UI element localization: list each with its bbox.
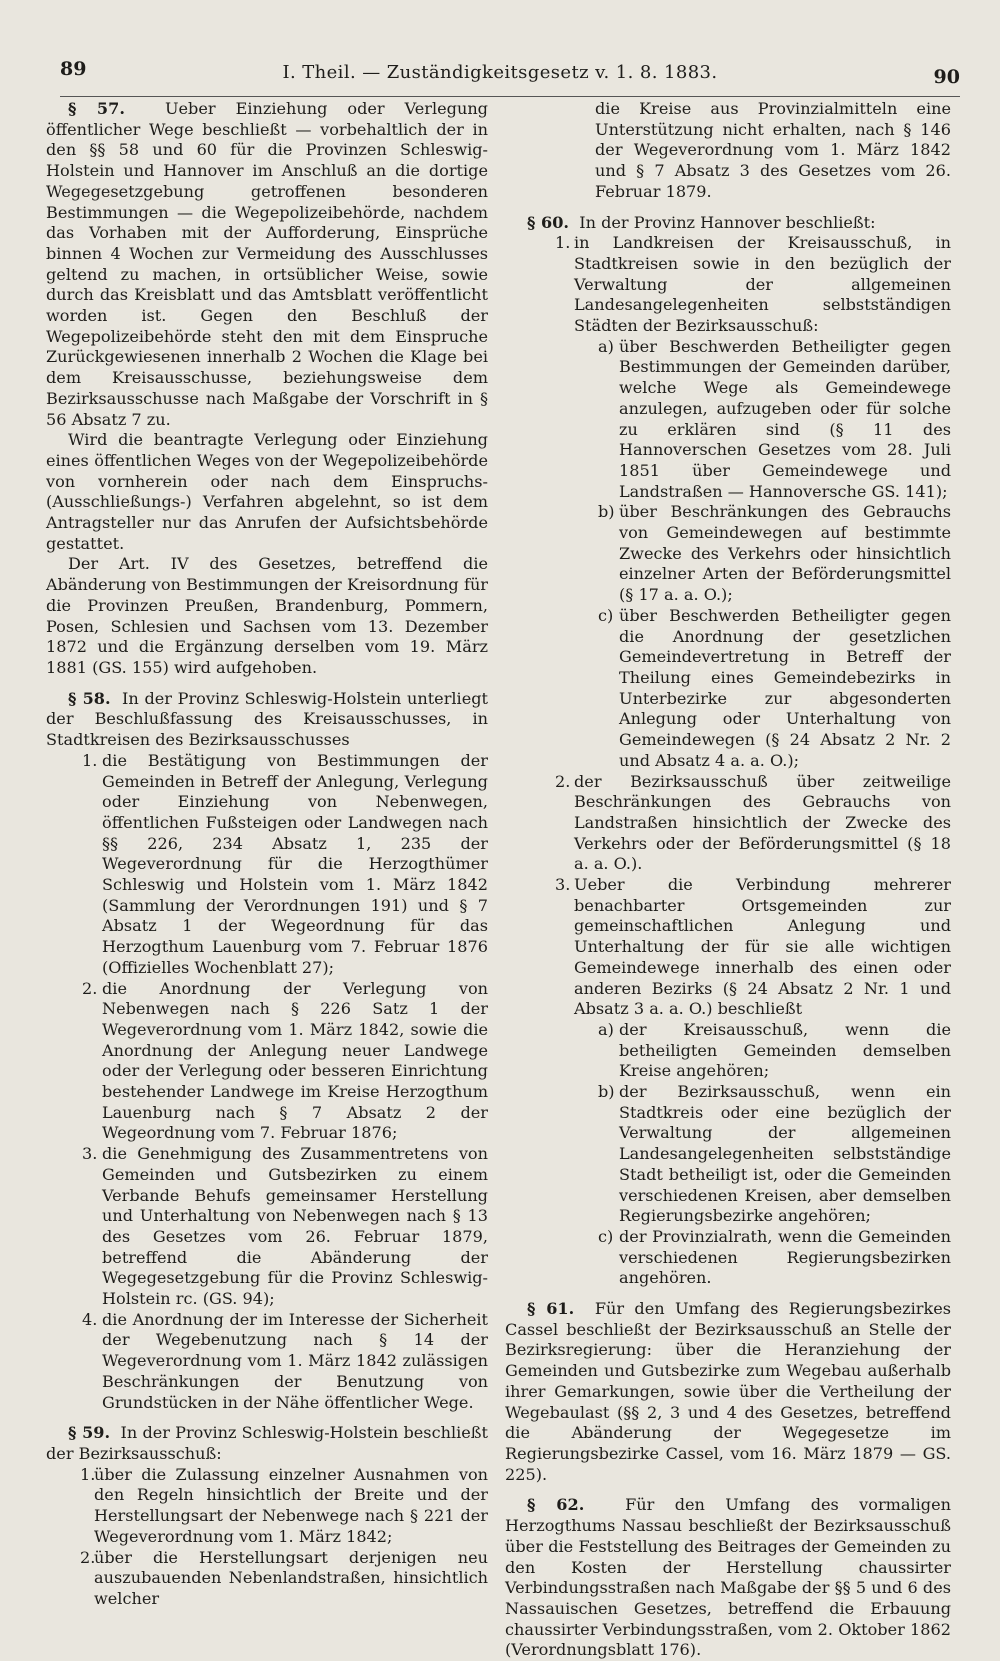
section-number: § 59. xyxy=(68,1423,111,1443)
list-item xyxy=(505,233,951,337)
item-label: a) xyxy=(598,1019,614,1039)
item-label: 2. xyxy=(80,1547,96,1567)
section-text: Ueber Einziehung oder Verlegung öffentlicher Wege beschließt — vorbehaltlich der in den §§ 58 und 60 für die Provinzen Schleswig-Holstein und Hannover im Anschluß an die dortige Wegegesetzgebung getroffenen besonderen Bestimmungen — die Wegepolizeibehörde, nachdem das Vorhaben mit der Aufforderung, Einsprüche binnen 4 Wochen zur Vermeidung des Ausschlusses geltend zu machen, in ortsüblicher Weise, sowie durch das Kreisblatt und das Amtsblatt veröffentlicht worden ist. Gegen den Beschluß der Wegepolizeibehörde steht den mit dem Einspruche Zurückgewiesenen innerhalb 2 Wochen die Klage bei dem Kreisausschusse, beziehungsweise dem Bezirksausschusse nach Maßgabe der Vorschrift in § 56 Absatz 7 zu. xyxy=(46,99,488,429)
sub-list-item xyxy=(505,1082,951,1227)
continued-text xyxy=(505,99,951,203)
page-header xyxy=(0,58,1000,98)
list-item xyxy=(505,772,951,876)
item-text: die Anordnung der Verlegung von Nebenwegen nach § 226 Satz 1 der Wegeverordnung vom 1. März 1842, sowie die Anordnung der Anlegung neuer Landwege oder der Verlegung oder besseren Einrichtung bestehender Landwege im Kreise Herzogthum Lauenburg nach § 7 Absatz 2 der Wegeordnung vom 7. Februar 1876; xyxy=(102,978,488,1143)
section-number: § 62. xyxy=(527,1495,585,1515)
right-column xyxy=(505,99,951,1661)
section-text: Für den Umfang des vormaligen Herzogthums Nassau beschließt der Bezirksausschuß über die Feststellung des Beitrages der Gemeinden zu den Kosten der Herstellung chaussirter Verbindungsstraßen nach Maßgabe der §§ 5 und 6 des Nassauischen Gesetzes, betreffend die Erbauung chaussirter Verbindungsstraßen, vom 2. Oktober 1862 (Verordnungsblatt 176). xyxy=(505,1495,951,1660)
paragraph: Wird die beantragte Verlegung oder Einziehung eines öffentlichen Weges von der Wegepolizeibehörde von vornherein oder nach dem Einspruchs- (Ausschließungs-) Verfahren abgelehnt, so ist dem Antragsteller nur das Anrufen der Aufsichtsbehörde gestattet. xyxy=(46,430,488,553)
section-61 xyxy=(505,1299,951,1485)
sub-list-item xyxy=(505,1020,951,1082)
item-text: Ueber die Verbindung mehrerer benachbarter Ortsgemeinden zur gemeinschaftlichen Anlegung und Unterhaltung der für sie alle wichtigen Gemeindewege innerhalb des einen oder anderen Bezirks (§ 24 Absatz 2 Nr. 1 und Absatz 3 a. a. O.) beschließt xyxy=(574,875,951,1019)
item-label: 3. xyxy=(82,1144,98,1164)
section-58 xyxy=(46,689,488,751)
item-label: 4. xyxy=(82,1309,98,1329)
section-text: In der Provinz Schleswig-Holstein unterliegt der Beschlußfassung des Kreisausschusses, in Stadtkreisen des Bezirksausschusses xyxy=(46,688,488,750)
item-label: 2. xyxy=(555,771,571,791)
section-text: Für den Umfang des Regierungsbezirkes Cassel beschließt der Bezirksausschuß an Stelle der Bezirksregierung: über die Heranziehung der Gemeinden und Gutsbezirke zum Wegebau außerhalb ihrer Gemarkungen, sowie über die Vertheilung der Wegebaulast (§§ 2, 3 und 4 des Gesetzes, betreffend die Abänderung der Wegegesetze im Regierungsbezirke Cassel, vom 16. März 1879 — GS. 225). xyxy=(505,1299,952,1484)
sub-list-item xyxy=(505,606,951,772)
section-60 xyxy=(505,213,951,234)
item-label: b) xyxy=(598,1082,615,1102)
item-text: die Genehmigung des Zusammentretens von Gemeinden und Gutsbezirken zu einem Verbande Behufs gemeinsamer Herstellung und Unterhaltung von Nebenwegen nach § 13 des Gesetzes vom 26. Februar 1879, betreffend die Abänderung der Wegegesetzgebung für die Provinz Schleswig-Holstein rc. (GS. 94); xyxy=(102,1144,488,1309)
section-number: § 58. xyxy=(68,688,111,708)
item-text: über die Zulassung einzelner Ausnahmen von den Regeln hinsichtlich der Breite und der Herstellungsart der Nebenwege nach § 221 der Wegeverordnung vom 1. März 1842; xyxy=(94,1464,488,1546)
left-column xyxy=(46,99,488,1610)
paragraph: Der Art. IV des Gesetzes, betreffend die Abänderung von Bestimmungen der Kreisordnung für die Provinzen Preußen, Brandenburg, Pommern, Posen, Schlesien und Sachsen vom 13. Dezember 1872 und die Ergänzung derselben vom 19. März 1881 (GS. 155) wird aufgehoben. xyxy=(46,554,488,677)
section-62 xyxy=(505,1495,951,1661)
item-label: c) xyxy=(598,1226,614,1246)
list-item xyxy=(46,1144,488,1310)
sub-list-item xyxy=(505,502,951,606)
section-text: In der Provinz Schleswig-Holstein beschließt der Bezirksausschuß: xyxy=(46,1423,488,1463)
item-text: der Bezirksausschuß über zeitweilige Beschränkungen des Gebrauchs von Landstraßen hinsichtlich der Zwecke des Verkehrs oder der Beförderungsmittel (§ 18 a. a. O.). xyxy=(574,771,951,874)
list-item xyxy=(46,1465,488,1548)
list-item xyxy=(46,979,488,1145)
item-text: der Kreisausschuß, wenn die betheiligten Gemeinden demselben Kreise angehören; xyxy=(619,1019,951,1081)
header-rule xyxy=(60,96,960,97)
item-text: der Bezirksausschuß, wenn ein Stadtkreis oder eine bezüglich der Verwaltung der allgemeinen Landesangelegenheiten selbstständige Stadt betheiligt ist, oder die Gemeinden verschiedenen Kreisen, aber demselben Regierungsbezirke angehören; xyxy=(619,1082,951,1226)
item-text: in Landkreisen der Kreisausschuß, in Stadtkreisen sowie in den bezüglich der Verwaltung der allgemeinen Landesangelegenheiten selbstständigen Städten der Bezirksausschuß: xyxy=(574,233,951,336)
item-text: über Beschwerden Betheiligter gegen die Anordnung der gesetzlichen Gemeindevertretung in Betreff der Theilung eines Gemeindebezirks in Unterbezirke zur abgesonderten Anlegung oder Unterhaltung von Gemeindewegen (§ 24 Absatz 2 Nr. 2 und Absatz 4 a. a. O.); xyxy=(619,605,951,770)
item-label: 1. xyxy=(80,1464,96,1484)
item-label: a) xyxy=(598,336,614,356)
item-label: 3. xyxy=(555,875,571,895)
section-number: § 61. xyxy=(527,1299,575,1319)
item-label: 1. xyxy=(555,233,571,253)
item-text: der Provinzialrath, wenn die Gemeinden verschiedenen Regierungsbezirken angehören. xyxy=(619,1226,951,1288)
item-label: 2. xyxy=(82,978,98,998)
section-57 xyxy=(46,99,488,430)
item-text: die Anordnung der im Interesse der Sicherheit der Wegebenutzung nach § 14 der Wegeverordnung vom 1. März 1842 zulässigen Beschränkungen der Benutzung von Grundstücken in der Nähe öffentlicher Wege. xyxy=(102,1309,488,1412)
item-text: über Beschränkungen des Gebrauchs von Gemeindewegen auf bestimmte Zwecke des Verkehrs oder hinsichtlich einzelner Arten der Beförderungsmittel (§ 17 a. a. O.); xyxy=(619,502,951,605)
running-title: I. Theil. — Zuständigkeitsgesetz v. 1. 8. 1883. xyxy=(282,62,718,83)
item-label: c) xyxy=(598,605,614,625)
page-number-left: 89 xyxy=(60,58,87,80)
list-item xyxy=(505,875,951,1020)
list-item xyxy=(46,751,488,979)
sub-list-item xyxy=(505,1227,951,1289)
section-59 xyxy=(46,1423,488,1464)
list-item xyxy=(46,1548,488,1610)
item-label: 1. xyxy=(82,750,98,770)
item-text: die Bestätigung von Bestimmungen der Gemeinden in Betreff der Anlegung, Verlegung oder Einziehung von Nebenwegen, öffentlichen Fußsteigen oder Landwegen nach §§ 226, 234 Absatz 1, 235 der Wegeverordnung für die Herzogthümer Schleswig und Holstein vom 1. März 1842 (Sammlung der Verordnungen 191) und § 7 Absatz 1 der Wegeordnung für das Herzogthum Lauenburg vom 7. Februar 1876 (Offizielles Wochenblatt 27); xyxy=(102,750,488,977)
sub-list-item xyxy=(505,337,951,503)
item-text: über Beschwerden Betheiligter gegen Bestimmungen der Gemeinden darüber, welche Wege als Gemeindewege anzulegen, aufzugeben oder für solche zu erklären sind (§ 11 des Hannoverschen Gesetzes vom 28. Juli 1851 über Gemeindewege und Landstraßen — Hannoversche GS. 141); xyxy=(619,336,951,501)
page-number-right: 90 xyxy=(933,66,960,88)
item-text: über die Herstellungsart derjenigen neu auszubauenden Nebenlandstraßen, hinsichtlich welcher xyxy=(94,1547,488,1608)
section-number: § 57. xyxy=(68,99,125,118)
section-number: § 60. xyxy=(527,212,570,232)
section-text: In der Provinz Hannover beschließt: xyxy=(579,212,876,232)
continuation: die Kreise aus Provinzialmitteln eine Unterstützung nicht erhalten, nach § 146 der Wegeverordnung vom 1. März 1842 und § 7 Absatz 3 des Gesetzes vom 26. Februar 1879. xyxy=(595,99,951,201)
list-item xyxy=(46,1310,488,1414)
item-label: b) xyxy=(598,502,615,522)
